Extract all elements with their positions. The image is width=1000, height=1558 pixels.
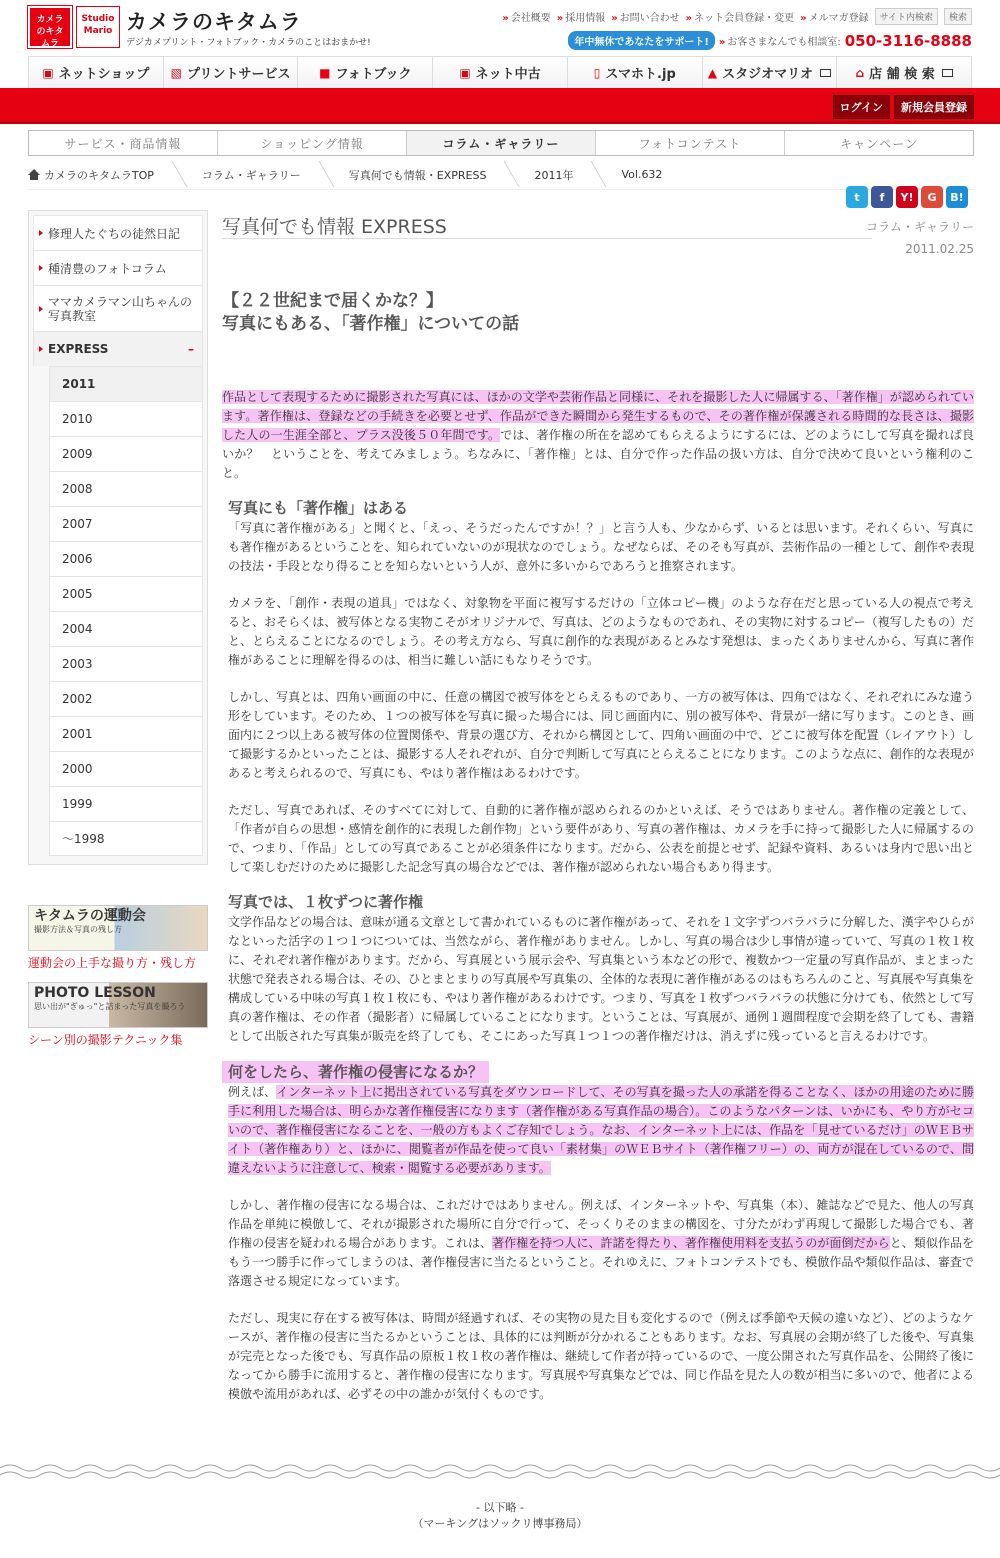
marking-note: （マーキングはソックリ博事務局）	[412, 1517, 588, 1530]
breadcrumb-label: カメラのキタムラTOP	[44, 168, 154, 182]
sidebar-year-2006[interactable]: 2006	[49, 541, 203, 576]
external-link-icon	[820, 69, 831, 77]
site-subtitle: デジカメプリント・フォトブック・カメラのことはおまかせ!	[126, 38, 371, 48]
sub-nav	[28, 130, 974, 156]
facebook-icon[interactable]: f	[871, 186, 893, 208]
register-button[interactable]: 新規会員登録	[894, 95, 974, 119]
site-header	[0, 0, 1000, 56]
support-badge: 年中無休であなたをサポート!	[568, 31, 715, 50]
link-member[interactable]: » ネット会員登録・変更	[686, 9, 794, 24]
social-buttons	[846, 186, 968, 208]
nav-label: プリントサービス	[187, 67, 291, 82]
sidebar-year-2009[interactable]: 2009	[49, 436, 203, 471]
search-input[interactable]: サイト内検索	[875, 8, 938, 25]
tab-shopping[interactable]: ショッピング情報	[218, 131, 407, 155]
nav-net-shop[interactable]	[28, 57, 164, 88]
banner-subtitle: 思い出が"ぎゅっ"と詰まった写真を撮ろう	[34, 1002, 186, 1011]
phone-number: 050-3116-8888	[844, 31, 972, 50]
section-heading: 写真にも「著作権」はある	[228, 499, 409, 517]
breadcrumb-column[interactable]: コラム・ギャラリー	[202, 167, 327, 183]
headline-line-2: 写真にもある、「著作権」についての話	[222, 314, 520, 334]
search-button[interactable]: 検索	[944, 8, 972, 25]
yahoo-bookmark-icon[interactable]: Y!	[896, 186, 918, 208]
headline-line-1: 【２２世紀まで届くかな？】	[222, 291, 443, 311]
login-button[interactable]: ログイン	[833, 95, 890, 119]
tab-column-gallery[interactable]: コラム・ギャラリー	[407, 131, 596, 155]
publish-date: 2011.02.25	[905, 242, 974, 256]
paragraph	[222, 1083, 974, 1178]
nav-photobook[interactable]	[298, 57, 433, 88]
used-icon: ▣	[459, 65, 471, 80]
highlighted-text: インターネット上に掲出されている写真をダウンロードして、その写真を撮った人の承諾を得ることなく、ほかの用途のために勝手に利用した場合は、明らかな著作権侵害になります（著作権がある写真作品の場合）。このようなパターンは、いかにも、やり方がセコいので、著作権侵害になることを、一般の方もよくご存知でしょう。なお、インターネット上には、作品を「見せているだけ」のＷＥＢサイト（著作権あり）と、ほかに、閲覧者が作品を使って良い「素材集」のＷＥＢサイト（著作権フリー）の、両方が混在しているので、間違えないように注意して、検索・閲覧する必要があります。	[228, 1085, 975, 1175]
footer-note	[0, 1500, 1000, 1532]
paragraph: 文学作品などの場合は、意味が通る文章として書かれているものに著作権があって、それを１文字ずつバラバラに分解した、漢字やひらがなといった活字の１つ１つについては、当然ながら、著作権がありません。しかし、写真の場合は少し事情が違っていて、写真の１枚１枚に、それぞれ著作権があります。だから、写真展という展示会や、写真集という本などの形で、複数かつ一定量の写真作品が、まとまった状態で発表される場合は、その、ひとまとまりの写真展や写真集の、全体的な表現に著作権があるのはもちろんのこと、写真展や写真集を構成している中味の写真１枚１枚にも、やはり著作権があるわけです。つまり、写真を１枚ずつバラバラの状態に分けても、依然として写真の著作権は、その作者（撮影者）に帰属していることになります。ということは、写真展が、通例１週間程度で会期を終了しても、書籍として出版された写真集が販売を終了しても、そこにあった写真１つ１つの著作権だけは、消えずに残っていると言えるわけです。	[228, 915, 974, 1043]
link-company[interactable]: » 会社概要	[502, 9, 550, 24]
support-text[interactable]: » お客さまなんでも相談室:	[719, 33, 841, 48]
sidebar-year-1999[interactable]: 1999	[49, 786, 203, 821]
sidebar-year-1998-before[interactable]: ～1998	[49, 821, 203, 856]
nav-label: 店 舗 検 索	[869, 67, 935, 82]
sidebar-year-2005[interactable]: 2005	[49, 576, 203, 611]
store-icon: ⌂	[855, 65, 865, 80]
banner-subtitle: 撮影方法＆写真の残し方	[34, 925, 122, 934]
nav-smaphoto[interactable]	[568, 57, 703, 88]
highlighted-text: 作品として表現するために撮影された写真には、ほかの文学や芸術作品と同様に、それを撮影した人に帰属する、「著作権」が認められています。著作権は、登録などの手続きを必要とせず、作品ができた瞬間から発生するもので、その著作権が保護される時間的な長さは、撮影した人の一生涯全部と、プラス没後５０年間です。	[222, 390, 974, 442]
banner-photo-lesson[interactable]	[28, 982, 208, 1048]
sidebar-year-2002[interactable]: 2002	[49, 681, 203, 716]
sidebar-year-2004[interactable]: 2004	[49, 611, 203, 646]
nav-studio-mario[interactable]	[703, 57, 838, 88]
breadcrumb	[28, 160, 974, 190]
kitamura-logo[interactable]: カメラのキタムラ	[28, 6, 72, 48]
top-links	[502, 8, 972, 25]
phone-icon: ▯	[593, 65, 601, 80]
paragraph: カメラを、「創作・表現の道具」ではなく、対象物を平面に複写するだけの「立体コピー機」のような存在だと思っている人の視点で考えると、おそらくは、被写体となる実物こそがオリジナルで、写真は、どのようなものであれ、その実物に対するコピー（複写したもの）だと、とらえることになるのでしょう。その考え方なら、写真に創作的な表現があるとみなす発想は、まったくありませんから、写真に著作権があることに理解を得るのは、相当に難しい話にもなりそうです。	[228, 596, 974, 667]
breadcrumb-express[interactable]: 写真何でも情報・EXPRESS	[349, 167, 513, 183]
studio-icon: ▲	[707, 65, 718, 80]
sidebar-item-tanekiyo[interactable]: 種清豊のフォトコラム	[33, 250, 203, 285]
paragraph: ただし、写真であれば、そのすべてに対して、自動的に著作権が認められるのかといえば、そうではありません。著作権の定義として、「作者が自らの思想・感情を創作的に表現した創作物」という要件があり、写真の著作権は、カメラを手に持って撮影した人に帰属するので、つまり、「作品」としての写真であることが必須条件になります。だから、公表を前提とせず、記録や資料、あるいは身内で思い出として楽しむだけのために撮影した記念写真の場合などでは、著作権が認められない場合もあり得ます。	[228, 803, 974, 874]
nav-print-service[interactable]	[164, 57, 299, 88]
text: では、著作権の所在を認めてもらえるようにするには、どのようにして写真を撮れば良いか？ ということを、考えてみましょう。ちなみに、「著作権」とは、自分で作った作品の扱い方は、自分で決めて良いという権利のこと。	[222, 428, 974, 480]
article-headline	[222, 290, 519, 336]
sidebar-year-2003[interactable]: 2003	[49, 646, 203, 681]
nav-store-search[interactable]	[837, 57, 972, 88]
banner-image[interactable]	[28, 982, 208, 1028]
sidebar-item-yamachan[interactable]: ママカメラマン山ちゃんの写真教室	[33, 285, 203, 331]
nav-used[interactable]	[433, 57, 568, 88]
highlighted-text: 著作権を持つ人に、許諾を得たり、著作権使用料を支払うのが面倒だから	[492, 1236, 890, 1250]
link-recruit[interactable]: » 採用情報	[557, 9, 605, 24]
tab-photo-contest[interactable]: フォトコンテスト	[596, 131, 785, 155]
text: 例えば、	[228, 1085, 277, 1099]
site-title[interactable]: カメラのキタムラ	[126, 10, 302, 34]
sidebar-item-express[interactable]	[33, 331, 203, 366]
paragraph	[222, 1196, 974, 1291]
external-link-icon	[942, 69, 953, 77]
sidebar-year-2011[interactable]: 2011	[49, 366, 203, 401]
collapse-icon: –	[188, 342, 194, 356]
section-heading: 写真では、１枚ずつに著作権	[228, 893, 424, 911]
text: しかし、著作権の侵害になる場合は、これだけではありません。例えば、インターネットや、写真集（本）、雑誌などで見た、他人の写真作品を単純に模倣して、それが撮影された場所に自分で行って、そっくりそのままの構図を、寸分たがわず再現して撮影した場合でも、著作権の侵害を疑われる場合があります。これは、	[228, 1198, 974, 1250]
tab-campaign[interactable]: キャンペーン	[840, 136, 918, 151]
book-icon: ■	[319, 65, 331, 80]
sidebar-year-2007[interactable]: 2007	[49, 506, 203, 541]
nav-label: フォトブック	[335, 67, 412, 82]
sidebar-year-2001[interactable]: 2001	[49, 716, 203, 751]
paragraph: ただし、現実に存在する被写体は、時間が経過すれば、その実物の見た目も変化するので（例えば季節や天候の違いなど）、どのようなケースが、著作権の侵害に当たるかということは、具体的には判断が分かれることもあります。なお、写真展の会期が終了した後や、写真集が完売となった後でも、写真作品の原板１枚１枚の著作権は、継続して作者が持っているので、一度公開された写真作品を、公開終了後になってから勝手に流用すると、著作権の侵害になります。写真展や写真集などでは、同じ作品を見た人の数が相当に多いので、他者による模倣や流用があれば、必ずその中の誰かが気付くものです。	[228, 1311, 974, 1401]
title-divider	[222, 238, 872, 239]
nav-label: ネットショップ	[58, 67, 150, 82]
twitter-icon[interactable]: t	[846, 186, 868, 208]
page-title: 写真何でも情報 EXPRESS	[222, 216, 447, 238]
breadcrumb-year[interactable]: 2011年	[534, 167, 599, 183]
text: と、類似作品をもう一つ勝手に作ってしまうのは、著作権侵害に当たるということ。それゆえに、フォトコンテストでも、模倣作品や類似作品は、審査で落選させる規定になっています。	[228, 1236, 974, 1288]
camera-icon: ▣	[42, 65, 54, 80]
banner-image[interactable]	[28, 905, 208, 951]
banner-title: PHOTO LESSON	[34, 985, 156, 1001]
paragraph: 「写真に著作権がある」と聞くと、「えっ、そうだったんですか！？」と言う人も、少なからず、いるとは思います。それくらい、写真にも著作権があるということを、知られていないのが現状なのでしょう。なぜならば、そのそも写真が、芸術作品の一種として、創作や表現の技法・手段となり得ることを知らないという人が、意外に多いからであろうと推察されます。	[228, 521, 974, 573]
article-body	[222, 388, 974, 1422]
tab-services[interactable]: サービス・商品情報	[29, 131, 218, 155]
banner-caption[interactable]: シーン別の撮影テクニック集	[28, 1033, 183, 1047]
link-mailmag[interactable]: » メルマガ登録	[800, 9, 868, 24]
banner-title: キタムラの運動会	[34, 908, 146, 924]
support-bar	[568, 31, 972, 50]
paragraph: しかし、写真とは、四角い画面の中に、任意の構図で被写体をとらえるものであり、一方の被写体は、四角ではなく、それぞれにみな違う形をしています。そのため、１つの被写体を写真に撮った場合には、同じ画面内に、別の被写体や、背景が一緒に写ります。このとき、画面内に２つ以上ある被写体の位置関係や、背景の選び方、それから構図として、四角い画面の中で、どこに被写体を配置（レイアウト）して撮影するかといったことは、撮影する人それぞれが、自分で判断して写真にとらえることになります。このような点に、創作的な表現があると考えられるので、写真にも、やはり著作権はあるわけです。	[228, 690, 974, 780]
nav-label: スタジオマリオ	[722, 67, 813, 82]
paragraph	[222, 388, 974, 483]
sidebar-item-label: EXPRESS	[48, 342, 109, 356]
sidebar-item-taguchi[interactable]: 修理人たぐちの徒然日記	[33, 215, 203, 250]
hatena-bookmark-icon[interactable]: B!	[946, 186, 968, 208]
global-nav	[28, 56, 972, 88]
sidebar-year-2008[interactable]: 2008	[49, 471, 203, 506]
breadcrumb-home[interactable]	[28, 167, 180, 183]
sidebar	[28, 210, 208, 865]
breadcrumb-current: Vol.632	[621, 168, 663, 181]
link-contact[interactable]: » お問い合わせ	[611, 9, 679, 24]
nav-label: ネット中古	[475, 67, 541, 82]
torn-edge-divider	[0, 1462, 1000, 1482]
banner-sports-day[interactable]	[28, 905, 208, 971]
section-heading-highlighted: 何をしたら、著作権の侵害になるか？	[222, 1061, 489, 1083]
sidebar-year-2000[interactable]: 2000	[49, 751, 203, 786]
banner-caption[interactable]: 運動会の上手な撮り方・残し方	[28, 956, 197, 970]
omitted-note: - 以下略 -	[476, 1501, 524, 1514]
sidebar-year-2010[interactable]: 2010	[49, 401, 203, 436]
category-label: コラム・ギャラリー	[866, 220, 974, 234]
account-bar	[0, 88, 1000, 124]
google-icon[interactable]: G	[921, 186, 943, 208]
photo-icon: ▧	[170, 65, 182, 80]
studio-mario-logo[interactable]: Studio Mario	[76, 6, 120, 48]
nav-label: スマホト.jp	[605, 67, 676, 82]
home-icon	[28, 169, 40, 180]
